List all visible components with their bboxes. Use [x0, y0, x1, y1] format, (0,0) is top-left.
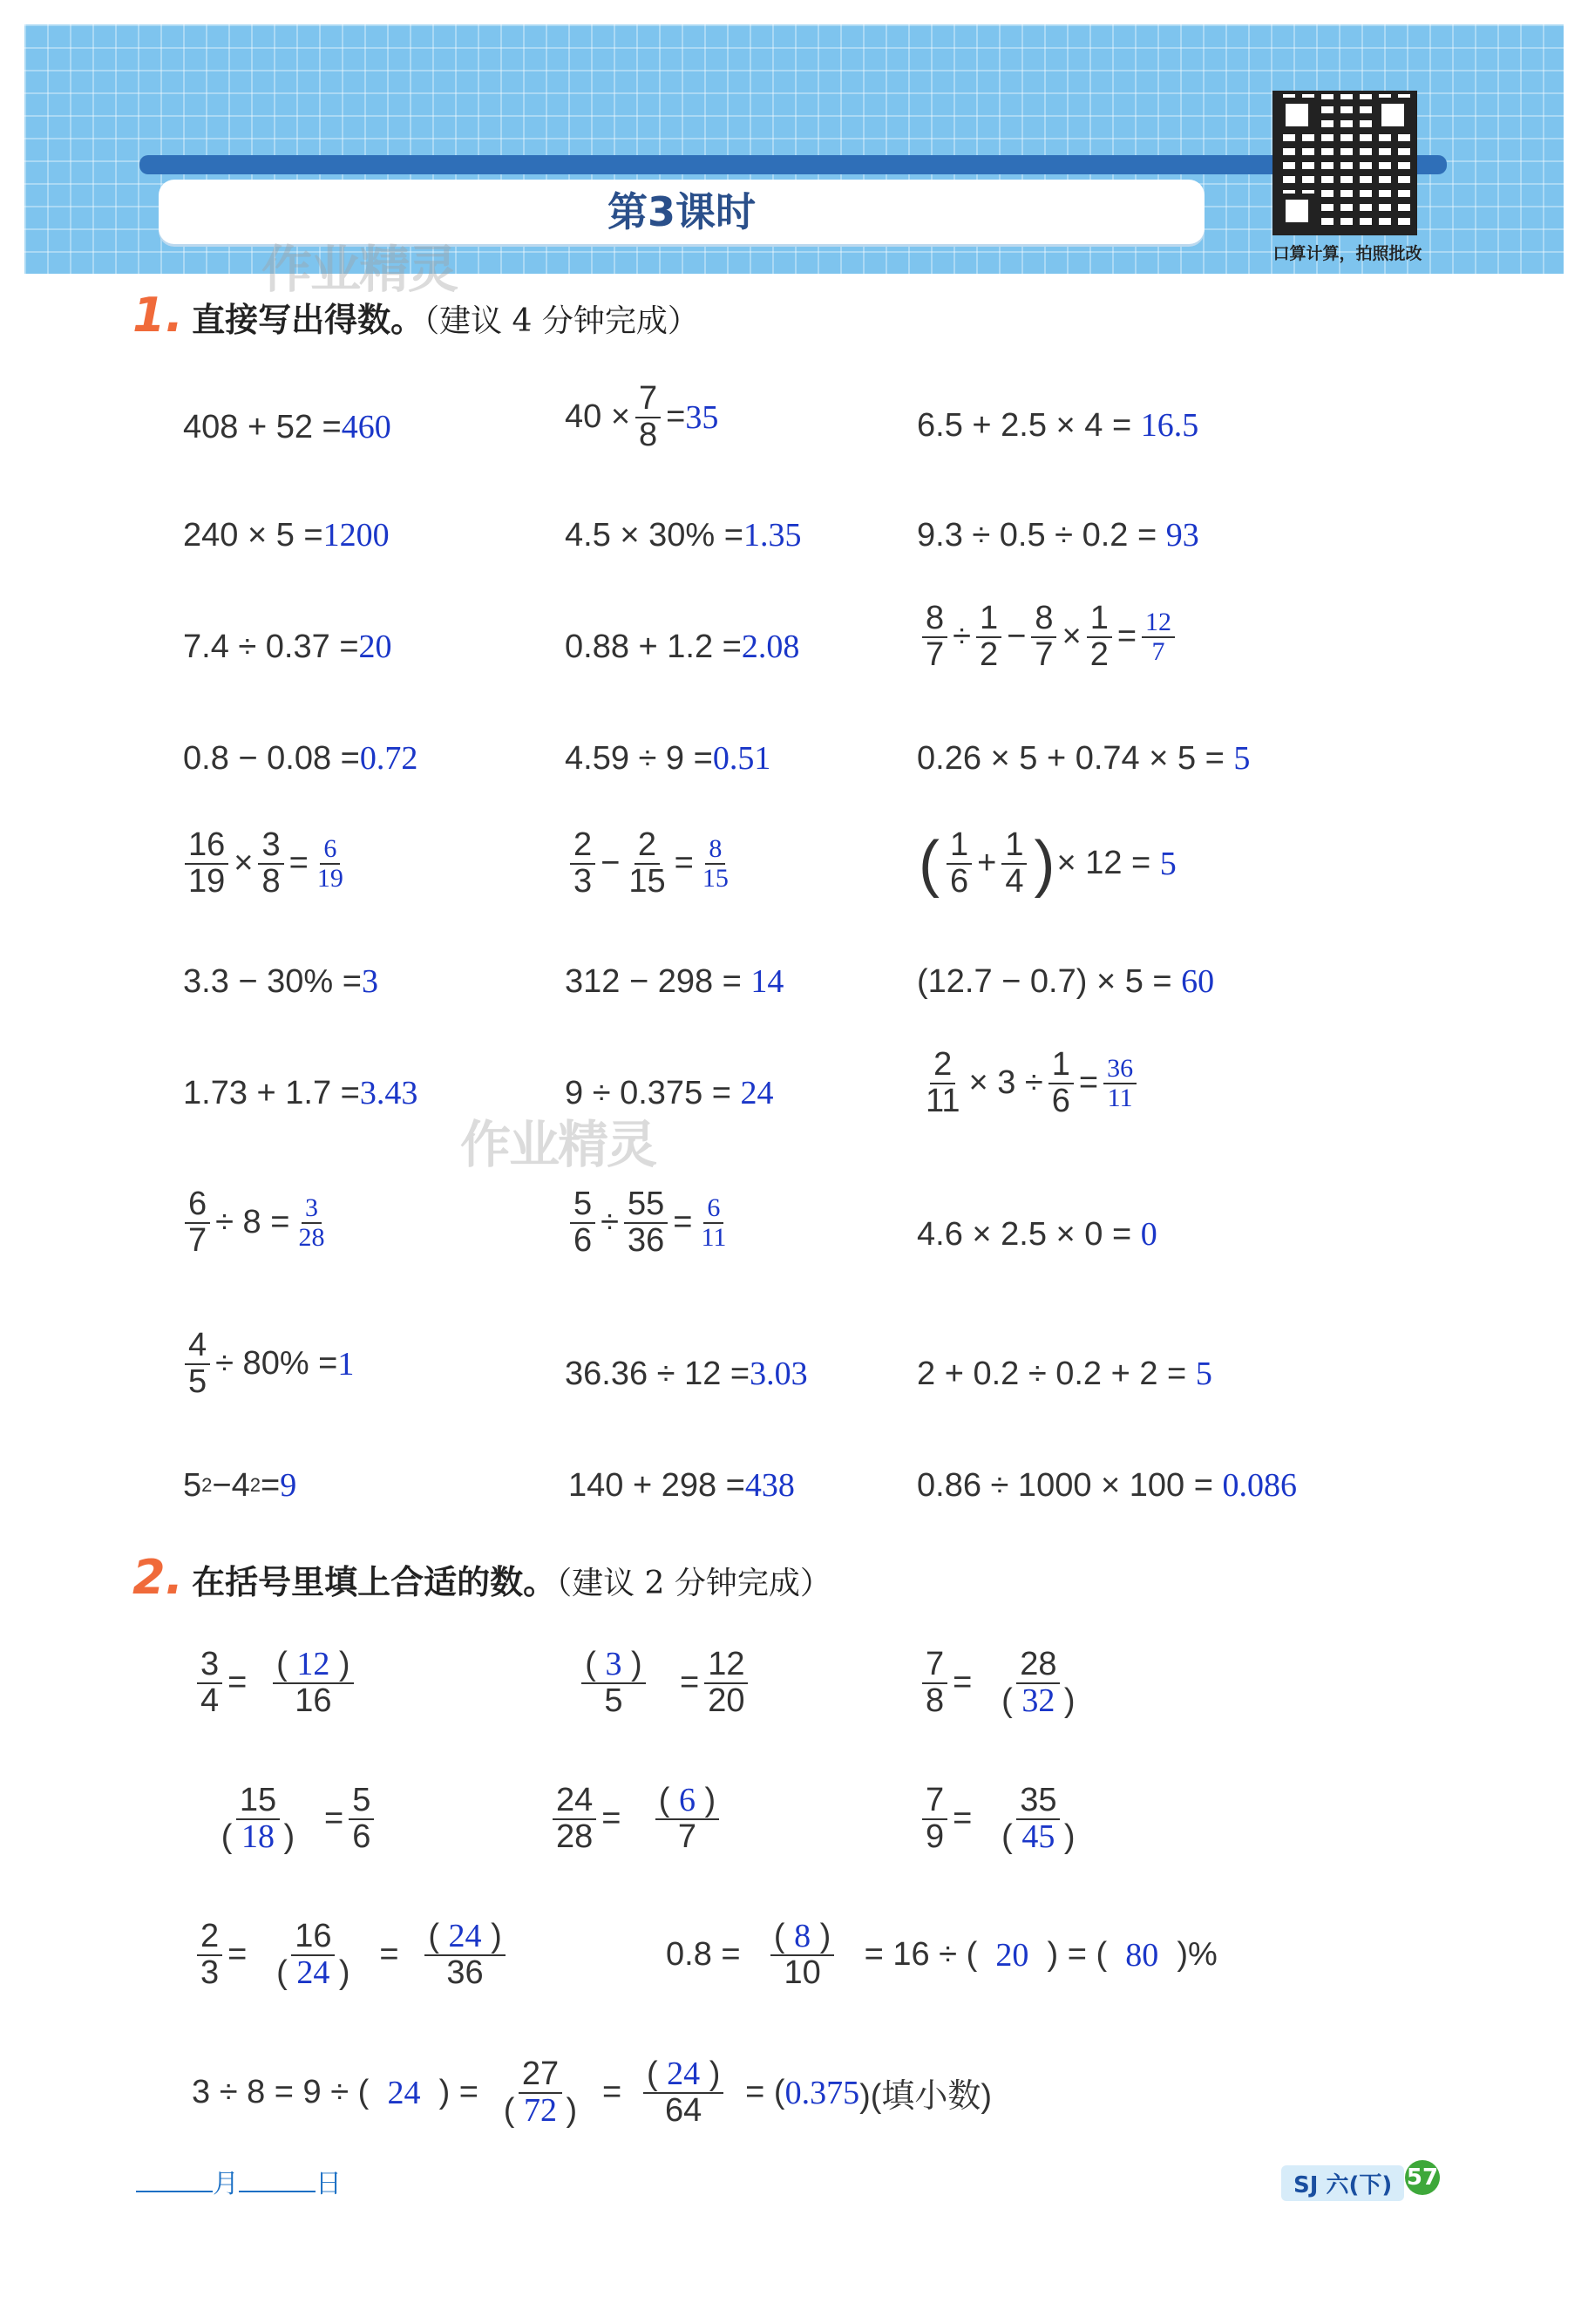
- answer: 8: [794, 1918, 811, 1954]
- fraction: $\frac{16}{( 24 )}$: [276, 1918, 350, 1991]
- answer: 6: [678, 1782, 696, 1818]
- answer: 80: [1125, 1936, 1159, 1974]
- fraction: $\frac{12}{20}$: [704, 1648, 748, 1719]
- fraction: $\frac{( 24 )}{64}$: [627, 2057, 740, 2129]
- fill-equation: 3 ÷ 8 = 9 ÷ ( 24 ) = $\frac{27}{( 72 )}$ = $\frac{( 24 )}{64}$ = ( 0.375 )(填小数): [192, 2056, 993, 2129]
- fill-equation: $\frac{7}{9}$ = $\frac{35}{( 45 )}$: [917, 1784, 1104, 1855]
- fraction: $\frac{7}{8}$: [922, 1648, 947, 1719]
- fraction: $\frac{8}{7}$: [1031, 601, 1056, 673]
- equation: $\frac{2}{11}$ × 3 ÷ $\frac{1}{6}$ = $\frac{36}{11}$: [917, 1048, 1142, 1119]
- answer: 24: [448, 1918, 482, 1954]
- answer: 438: [744, 1467, 795, 1504]
- equation: ( 1 6 + $\frac{1}{4}$ ) × 12 = 5: [919, 826, 1177, 900]
- month-label: 月: [213, 2169, 239, 2199]
- answer: 3: [361, 963, 378, 1000]
- answer: 1.35: [743, 517, 802, 554]
- fraction: 1 6: [947, 828, 972, 900]
- lesson-title: 第3课时: [159, 180, 1205, 244]
- watermark: 作业精灵: [460, 1115, 656, 1174]
- answer: 20: [995, 1936, 1029, 1974]
- fill-equation: $\frac{2}{3}$ = $\frac{16}{( 24 )}$ = $\frac{( 24 )}{36}$: [192, 1920, 532, 1991]
- fraction: $\frac{2}{3}$: [197, 1920, 222, 1991]
- answer-fraction: $\frac{8}{15}$: [702, 834, 729, 893]
- fraction: $\frac{28}{( 32 )}$: [1001, 1646, 1076, 1719]
- answer: 72: [523, 2091, 557, 2129]
- equation: 4.5 × 30% = 1.35: [565, 516, 802, 554]
- fraction: $\frac{35}{( 45 )}$: [1001, 1782, 1076, 1855]
- answer: 5: [1195, 1356, 1212, 1392]
- qr-caption: 口算计算，拍照批改: [1272, 244, 1422, 263]
- date-field: [136, 2162, 342, 2200]
- answer: 0.72: [359, 740, 418, 777]
- equation: 3.3 − 30% = 3: [183, 962, 378, 1000]
- fraction: $\frac{( 24 )}{36}$: [404, 1920, 526, 1991]
- equation: $\frac{6}{7}$ ÷ 8 = $\frac{3}{28}$: [180, 1187, 333, 1259]
- page-number: 57: [1405, 2160, 1440, 2195]
- fraction: $\frac{8}{7}$: [922, 601, 947, 673]
- section-number: 1.: [132, 288, 184, 343]
- answer: 0.375: [784, 2074, 860, 2111]
- fraction: $\frac{1}{2}$: [976, 601, 1001, 673]
- answer: 5: [1159, 845, 1177, 882]
- qr-finder: [1375, 98, 1410, 133]
- fraction: $\frac{3}{8}$: [258, 828, 283, 900]
- fraction: $\frac{7}{9}$: [922, 1784, 947, 1855]
- answer: 60: [1181, 963, 1215, 1000]
- section-hint: （建议 4 分钟完成）: [424, 303, 699, 339]
- equation: $\frac{16}{19}$ × $\frac{3}{8}$ = $\frac{6}{19}$: [180, 828, 352, 900]
- answer: 93: [1165, 517, 1199, 554]
- fraction: 2 3: [570, 828, 595, 900]
- answer: 1200: [322, 517, 390, 554]
- header-ribbon: [139, 155, 1447, 174]
- qr-finder: [1279, 194, 1314, 228]
- fraction: $\frac{( 6 )}{7}$: [626, 1784, 748, 1855]
- qr-code[interactable]: [1272, 91, 1417, 235]
- equation: 140 + 298 = 438: [568, 1466, 795, 1504]
- answer-fraction: $\frac{12}{7}$: [1142, 608, 1175, 665]
- answer: 24: [740, 1075, 774, 1111]
- equation: 312 − 298 = 14: [565, 962, 784, 1000]
- qr-finder: [1279, 98, 1314, 133]
- equation: 0.88 + 1.2 = 2.08: [565, 628, 800, 665]
- equation: $\frac{5}{6}$ ÷ $\frac{55}{36}$ = $\frac{6}{11}$: [565, 1187, 735, 1259]
- answer: 20: [358, 629, 392, 665]
- section1-heading: [132, 288, 699, 343]
- answer: 14: [750, 963, 784, 1000]
- answer: 1: [337, 1345, 355, 1383]
- fraction: $\frac{3}{4}$: [197, 1648, 222, 1719]
- fraction: $\frac{5}{6}$: [349, 1784, 374, 1855]
- fill-equation: 0.8 = $\frac{( 8 )}{10}$ = 16 ÷ ( 20 ) = ( 80 )%: [666, 1918, 1218, 1991]
- equation: 1.73 + 1.7 = 3.43: [183, 1074, 418, 1111]
- answer: 16.5: [1140, 407, 1199, 444]
- answer: 45: [1021, 1818, 1055, 1855]
- fraction: $\frac{16}{19}$: [185, 828, 228, 900]
- fraction: $\frac{( 12 )}{16}$: [252, 1648, 374, 1719]
- fill-equation: $\frac{( 3 )}{5}$ = $\frac{12}{20}$: [547, 1648, 753, 1719]
- section2-heading: [132, 1550, 831, 1605]
- equation: 9.3 ÷ 0.5 ÷ 0.2 = 93: [917, 516, 1199, 554]
- answer: 0.086: [1222, 1467, 1297, 1504]
- fraction: $\frac{6}{7}$: [185, 1187, 210, 1259]
- fraction: $\frac{55}{36}$: [624, 1187, 668, 1259]
- day-label: 日: [316, 2169, 342, 2199]
- equation: 2 3 − $\frac{2}{15}$ = $\frac{8}{15}$: [565, 828, 737, 900]
- equation: 6.5 + 2.5 × 4 = 16.5: [917, 406, 1199, 444]
- equation: 0.86 ÷ 1000 × 100 = 0.086: [917, 1466, 1297, 1504]
- answer: 3: [605, 1646, 622, 1682]
- answer: 18: [241, 1818, 275, 1855]
- fraction: $\frac{5}{6}$: [570, 1187, 595, 1259]
- equation: 4.59 ÷ 9 = 0.51: [565, 739, 771, 777]
- answer: 24: [296, 1954, 330, 1991]
- fraction: $\frac{4}{5}$: [185, 1328, 210, 1400]
- equation: 0.26 × 5 + 0.74 × 5 = 5: [917, 739, 1251, 777]
- fill-equation: $\frac{7}{8}$ = $\frac{28}{( 32 )}$: [917, 1648, 1104, 1719]
- equation: 0.8 − 0.08 = 0.72: [183, 739, 418, 777]
- answer: 0: [1140, 1216, 1157, 1253]
- answer-fraction: $\frac{6}{11}$: [701, 1193, 727, 1252]
- fraction: $\frac{( 8 )}{10}$: [746, 1920, 859, 1991]
- fraction: $\frac{15}{( 18 )}$: [221, 1782, 295, 1855]
- equation: 7.4 ÷ 0.37 = 20: [183, 628, 392, 665]
- fill-equation: $\frac{24}{28}$ = $\frac{( 6 )}{7}$: [547, 1784, 753, 1855]
- equation: (12.7 − 0.7) × 5 = 60: [917, 962, 1215, 1000]
- answer: 24: [387, 2074, 421, 2111]
- fraction: $\frac{1}{4}$: [1001, 828, 1027, 900]
- equation: 408 + 52 = 460: [183, 408, 391, 445]
- section-title: 在括号里填上合适的数。: [192, 1563, 557, 1601]
- answer: 2.08: [741, 629, 800, 665]
- answer: 12: [296, 1646, 330, 1682]
- answer: 460: [341, 409, 391, 445]
- fraction: $\frac{1}{6}$: [1048, 1048, 1074, 1119]
- fraction: $\frac{1}{2}$: [1087, 601, 1112, 673]
- fraction: $\frac{24}{28}$: [553, 1784, 596, 1855]
- section-number: 2.: [132, 1550, 184, 1605]
- equation: 5 2 − 4 2 = 9: [183, 1466, 297, 1504]
- equation: 9 ÷ 0.375 = 24: [565, 1074, 774, 1111]
- fraction: $\frac{27}{( 72 )}$: [503, 2056, 578, 2129]
- answer: 0.51: [712, 740, 771, 777]
- equation: 240 × 5 = 1200: [183, 516, 390, 554]
- answer: 32: [1021, 1682, 1055, 1719]
- answer-fraction: $\frac{6}{19}$: [316, 834, 343, 893]
- answer: 24: [667, 2056, 701, 2092]
- fraction: $\frac{( 3 )}{5}$: [553, 1648, 675, 1719]
- answer-fraction: $\frac{3}{28}$: [298, 1193, 325, 1252]
- equation: $\frac{4}{5}$ ÷ 80% = 1: [180, 1328, 354, 1400]
- fill-equation: $\frac{3}{4}$ = $\frac{( 12 )}{16}$: [192, 1648, 379, 1719]
- section-title: 直接写出得数。: [192, 301, 424, 339]
- equation: 4.6 × 2.5 × 0 = 0: [917, 1215, 1157, 1253]
- equation: 36.36 ÷ 12 = 3.03: [565, 1355, 808, 1392]
- answer: 9: [280, 1467, 297, 1504]
- answer: 5: [1233, 740, 1251, 777]
- fraction: $\frac{2}{15}$: [628, 826, 666, 900]
- fraction: $\frac{2}{11}$: [926, 1046, 960, 1119]
- answer: 3.03: [750, 1356, 808, 1392]
- answer-fraction: $\frac{36}{11}$: [1103, 1055, 1137, 1111]
- answer: 3.43: [359, 1075, 418, 1111]
- equation: 2 + 0.2 ÷ 0.2 + 2 = 5: [917, 1355, 1212, 1392]
- watermark: 作业精灵: [261, 240, 458, 299]
- equation: $\frac{8}{7}$ ÷ $\frac{1}{2}$ − $\frac{8}{7}$ × $\frac{1}{2}$ = $\frac{12}{7}$: [917, 601, 1180, 673]
- answer: 35: [685, 398, 719, 436]
- fraction: $\frac{7}{8}$: [635, 382, 661, 453]
- section-hint: （建议 2 分钟完成）: [556, 1566, 831, 1601]
- book-label: SJ 六(下): [1281, 2165, 1404, 2201]
- fill-equation: $\frac{15}{( 18 )}$ = $\frac{5}{6}$: [192, 1784, 379, 1855]
- equation: 40 × $\frac{7}{8}$ = 35: [565, 380, 719, 453]
